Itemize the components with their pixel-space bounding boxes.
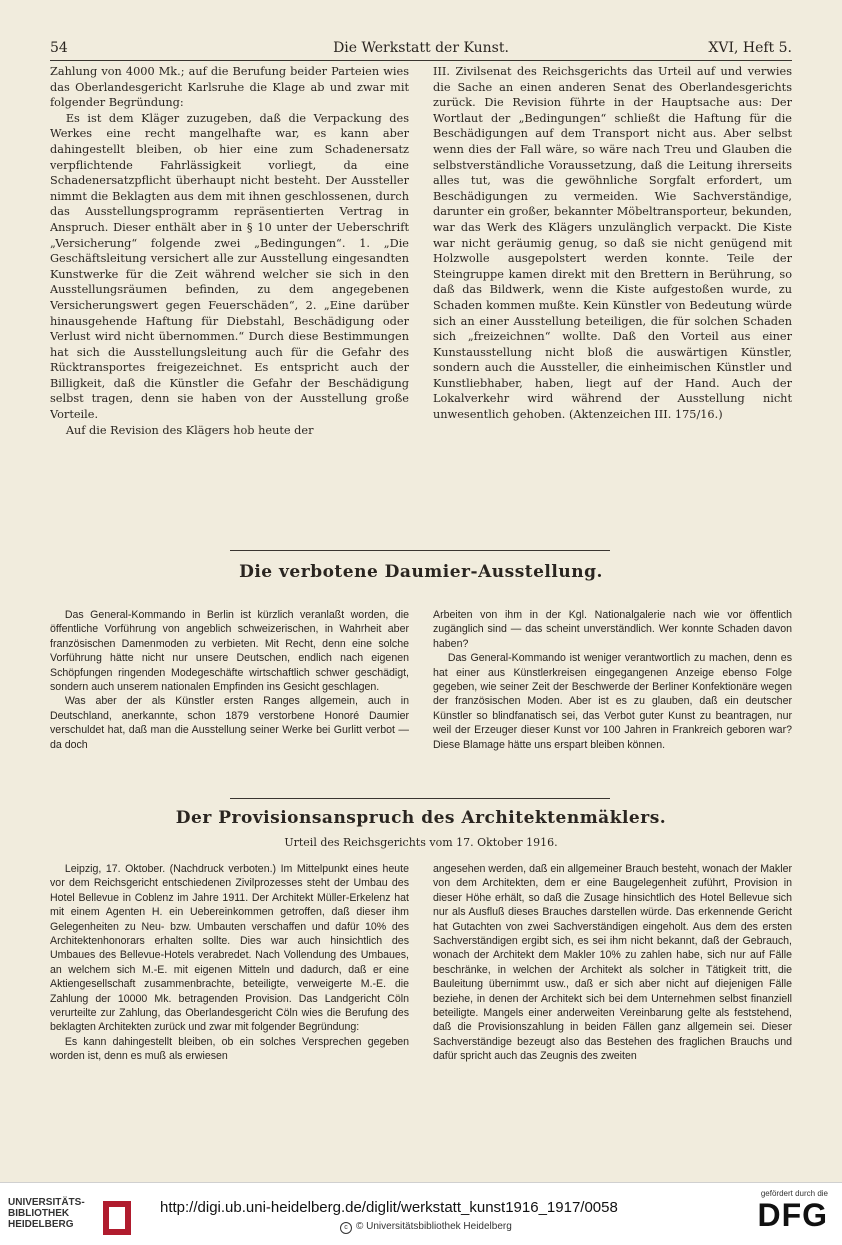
viewer-footer: [0, 1182, 842, 1245]
paragraph: Es ist dem Kläger zuzugeben, daß die Verpackung des Werkes eine recht mangelhafte war, es kann aber dahingestellt bleiben, ob hier eine zum Schadenersatz verpflichtende Fahrlässigkeit vorliegt, da eine Schadenersatzpflicht überhaupt nicht besteht. Der Aussteller nimmt die Beklagten aus dem mit ihnen geschlossenen, durch das Ausstellungsprogramm repräsentierten Vertrag in Anspruch. Dieser enthält aber in § 10 unter der Ueberschrift „Versicherung“ folgende zwei „Bedingungen“. 1. „Die Geschäftsleitung versichert alle zur Ausstellung eingesandten Kunstwerke für die Zeit während welcher sie sich in den Ausstellungsräumen befinden, zu dem angegebenen Versicherungswert gegen Feuerschäden“, 2. „Eine darüber hinausgehende Haftung für Diebstahl, Beschädigung oder Verlust wird nicht übernommen.“ Durch diese Bestimmungen hat sich die Ausstellungsleitung auch für die Gefahr des Rücktransportes freigezeichnet. Es entspricht auch der Billigkeit, daß die Künstler die Gefahr der Beschädigung selbst tragen, denn sie haben von der Ausstellung große Vorteile.: [50, 111, 409, 422]
column-left: [50, 862, 409, 1152]
divider: [230, 550, 610, 551]
copyright-text: © Universitätsbibliothek Heidelberg: [356, 1221, 512, 1232]
paragraph: Was aber der als Künstler ersten Ranges allgemein, auch in Deutschland, anerkannte, schon 1879 verstorbene Honoré Daumier verschuldet hat, daß man die Ausstellung seiner Werke bei Gurlitt verbot — da doch: [50, 695, 409, 751]
page-number: 54: [50, 40, 68, 56]
paragraph: Das General-Kommando in Berlin ist kürzlich veranlaßt worden, die öffentliche Vorführung von angeblich schweizerischen, in Wahrheit aber französischen Damenmoden zu verbieten. Mit Recht, denn eine solche Vorführung hätte nicht nur unsere Deutschen, endlich nach eigenen Schöpfungen ringenden Modegeschäfte wirtschaftlich schwer geschädigt, sondern auch unserem nationalen Empfinden ins Gesicht geschlagen.: [50, 609, 409, 694]
column-right: [433, 608, 792, 790]
paragraph: III. Zivilsenat des Reichsgerichts das Urteil auf und verwies die Sache an einen anderen Senat des Oberlandesgerichts zurück. Die Revision führte in der Hauptsache aus: Der Wortlaut der „Bedingungen“ schließt die Haftung für die Beschädigungen auf dem Transport nicht aus. Aber selbst wenn dies der Fall wäre, so wäre nach Treu und Glauben die selbstverständliche Voraussetzung, daß die Leitung ihrerseits alles tut, was die gewöhnliche Sorgfalt erfordert, um Beschädigungen zu vermeiden. Wie Sachverständige, darunter ein großer, bekannter Möbeltransporteur, bekunden, war das Werk des Klägers unzulänglich verpackt. Die Kiste war nicht geräumig genug, so daß sie nicht genügend mit Holzwolle ausgepolstert werden konnte. Teile der Steingruppe kamen direkt mit den Brettern in Berührung, so daß das Bildwerk, wenn die Kiste aufgestoßen wurde, zu Schaden kommen mußte. Kein Künstler von Bedeutung würde sich an einer Ausstellung beteiligen, die für solchen Schaden sich „freizeichnen“ wollte. Daß den Vorteil aus einer Kunstausstellung nicht bloß die auswärtigen Künstler, sondern auch die Aussteller, die einheimischen Künstler und Kunstliebhaber, haben, liegt auf der Hand. Auch der Lokalverkehr wird während der Ausstellung nicht unwesentlich gehoben. (Aktenzeichen III. 175/16.): [433, 65, 792, 422]
journal-title: Die Werkstatt der Kunst.: [333, 40, 509, 56]
paragraph: Auf die Revision des Klägers hob heute der: [65, 423, 314, 437]
paragraph: Arbeiten von ihm in der Kgl. Nationalgalerie nach wie vor öffentlich zugänglich sind — das scheint unverständlich. Wer konnte Schaden davon haben?: [433, 609, 792, 650]
headline-daumier: Die verbotene Daumier-Ausstellung.: [239, 562, 603, 582]
headline-provision: Der Provisionsanspruch des Architektenmäklers.: [175, 808, 667, 828]
article-continued: [50, 64, 792, 538]
column-right: [433, 862, 792, 1152]
column-left: [50, 608, 409, 790]
library-logo-icon-inner: [109, 1207, 125, 1229]
divider: [230, 798, 610, 799]
paragraph: Zahlung von 4000 Mk.; auf die Berufung beider Parteien wies das Oberlandesgericht Karlsruhe die Klage ab und zwar mit folgender Begründung:: [50, 65, 409, 110]
headline-subtitle: Urteil des Reichsgerichts vom 17. Oktober 1916.: [284, 836, 558, 849]
paragraph: angesehen werden, daß ein allgemeiner Brauch besteht, wonach der Makler von dem Architekten, dem er eine Baugelegenheit zuführt, Provision in dieser Höhe erhält, so daß die Zusage hinsichtlich des Hotel Bellevue sich nur als Ausfluß dieses Brauches darstellen würde. Das erkennende Gericht hat Gutachten von zwei Sachverständigen eingeholt. Aus dem des ersten Sachverständigen ergibt sich, es sei ihm nicht bekannt, daß der Gebrauch, wonach der Architekt dem Makler 10% zu zahlen habe, sich nur auf Fälle beschränke, in welchen der Architekt als solcher in Tätigkeit tritt, die Bauleitung übernimmt usw., daß er sich aber nicht auf diejenigen Fälle beziehe, in denen der Architekt sich bei dem Unternehmen selbst finanziell beteiligte. Mangels einer anderweiten Vereinbarung gelte als feststehend, daß die Provisionszahlung in beiden Fällen ganz allgemein sei. Dieser Sachverständige bezeugt also das Bestehen des fraglichen Brauchs und dafür spricht auch das Zeugnis des zweiten: [433, 863, 792, 1063]
paragraph: Leipzig, 17. Oktober. (Nachdruck verboten.) Im Mittelpunkt eines heute vor dem Reichsgericht entschiedenen Zivilprozesses steht der Umbau des Hotel Bellevue in Coblenz im Jahre 1911. Der Architekt Müller-Erkelenz hat mit einem Agenten H. ein Uebereinkommen getroffen, daß dieser ihm Gelegenheiten zu Neu- bzw. Umbauten verschaffen und dafür 10% des Architektenhonorars erhalten sollte. Dies war auch hinsichtlich des Umbaues des Bellevue-Hotels verabredet. Nach Vollendung des Umbaues, an welchem sich M.-E. mit eigenen Mitteln und dadurch, daß er eine Aktiengesellschaft zusammenbrachte, beteiligte, verweigerte M.-E. die Zahlung der 10000 Mk. betragenden Provision. Das Landgericht Cöln verurteilte zur Zahlung, das Oberlandesgericht Cöln wies die Berufung des beklagten Architekten zurück und zwar mit folgender Begründung:: [50, 863, 409, 1034]
library-logo[interactable]: [8, 1197, 148, 1237]
page-header: [50, 30, 792, 61]
dfg-logo[interactable]: [718, 1189, 828, 1241]
article-provision: [50, 862, 792, 1152]
permalink-url[interactable]: http://digi.ub.uni-heidelberg.de/diglit/werkstatt_kunst1916_1917/0058: [160, 1199, 618, 1216]
paragraph: Das General-Kommando ist weniger verantwortlich zu machen, denn es hat einer aus Künstlerkreisen eingegangenen Anzeige ebenso Folge gegeben, wie seiner Zeit der Beschwerde der Berliner Konfektionäre wegen der französischen Moden. Aber ist es zu glauben, daß ein deutscher Künstler so blindfanatisch sei, das Verbot guter Kunst zu beantragen, nur weil der Erzeuger dieser Kunst vor 100 Jahren in Frankreich geboren war? Diese Blamage hätte uns erspart bleiben können.: [433, 652, 792, 751]
dfg-logo-text: DFG: [757, 1197, 828, 1233]
article-daumier: [50, 608, 792, 790]
copyright-icon: c: [340, 1222, 352, 1234]
column-left: [50, 64, 409, 538]
column-right: [433, 64, 792, 538]
funded-by-label: gefördert durch die: [760, 1189, 828, 1198]
paragraph: Es kann dahingestellt bleiben, ob ein solches Versprechen gegeben worden ist, denn es muß als erwiesen: [50, 1035, 409, 1063]
issue-label: XVI, Heft 5.: [708, 40, 792, 56]
copyright-notice: [340, 1221, 512, 1234]
library-logo-text: UNIVERSITÄTS- BIBLIOTHEK HEIDELBERG: [8, 1197, 85, 1230]
